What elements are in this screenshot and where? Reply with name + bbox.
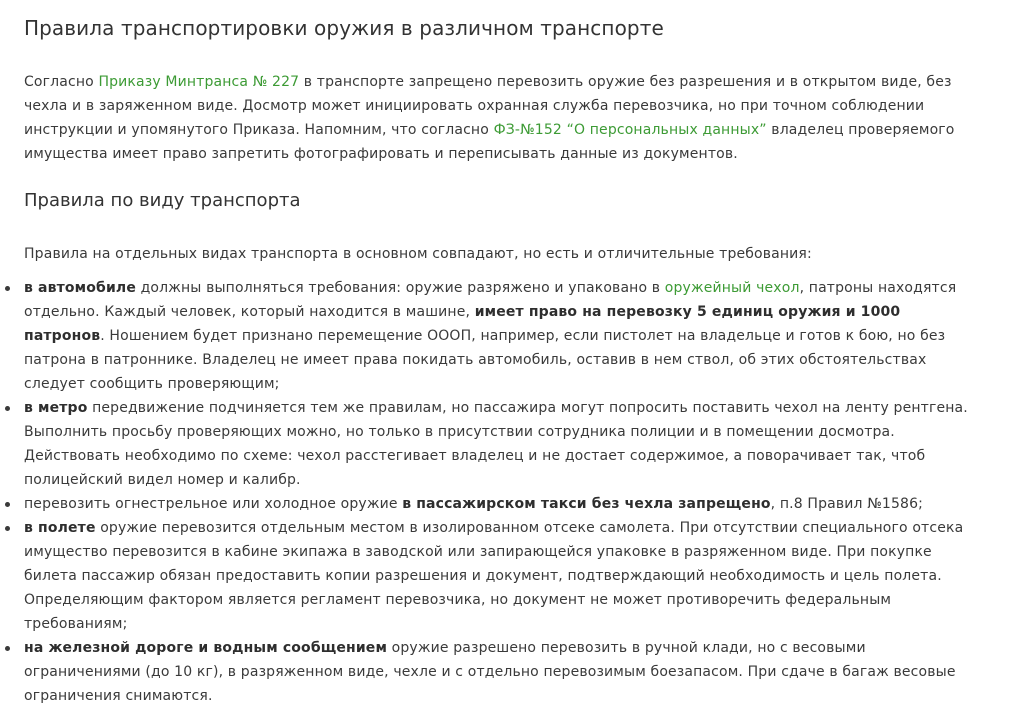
list-item-rail-water — [24, 636, 986, 708]
item-text: передвижение подчиняется тем же правилам, но пассажира могут попросить поставить чехол на ленту рентгена. Выполнить просьбу проверяющих можно, но только в присутствии сотрудника полиции и в помещении досмотра. Действовать необходимо по схеме: чехол расстегивает владелец и не достает содержимое, а поворачивает так, чтоб полицейский видел номер и калибр. — [24, 400, 968, 488]
bullet-icon — [5, 286, 10, 291]
item-bold: в автомобиле — [24, 280, 136, 296]
gun-case-link[interactable]: оружейный чехол — [664, 280, 800, 296]
bullet-icon — [5, 502, 10, 507]
item-bold: в метро — [24, 400, 88, 416]
item-text: перевозить огнестрельное или холодное оружие — [24, 496, 403, 512]
item-bold: имеет право на перевозку 5 единиц оружия и 1000 патронов — [24, 304, 901, 344]
item-text: оружие перевозится отдельным местом в изолированном отсеке самолета. При отсутствии специального отсека имущество перевозится в кабине экипажа в заводской или запирающейся упаковке в разряженном виде. При покупке билета пассажир обязан предоставить копии разрешения и документ, подтверждающий необходимость и цель полета. Определяющим фактором является регламент перевозчика, но документ не может противоречить федеральным требованиям; — [24, 520, 964, 632]
article-title: Правила транспортировки оружия в различном транспорте — [24, 16, 664, 40]
transport-rules-list — [24, 276, 986, 708]
item-text: . Ношением будет признано перемещение ОООП, например, если пистолет на владельце и готов к бою, но без патрона в патроннике. Владелец не имеет права покидать автомобиль, оставив в нем ствол, об этих обстоятельствах следует сообщить проверяющим; — [24, 328, 946, 392]
list-item-metro — [24, 396, 986, 492]
list-item-car — [24, 276, 986, 396]
section-title: Правила по виду транспорта — [24, 190, 301, 211]
item-text: , п.8 Правил №1586; — [770, 496, 924, 512]
bullet-icon — [5, 526, 10, 531]
intro-paragraph — [24, 70, 986, 166]
mintrans-order-link[interactable]: Приказу Минтранса № 227 — [98, 74, 300, 90]
item-text: оружие разрешено перевозить в ручной клади, но с весовыми ограничениями (до 10 кг), в разряженном виде, чехле и с отдельно перевозимым боезапасом. При сдаче в багаж весовые ограничения снимаются. — [24, 640, 956, 704]
item-bold: на железной дороге и водным сообщением — [24, 640, 388, 656]
bullet-icon — [5, 646, 10, 651]
item-bold: в пассажирском такси без чехла запрещено — [402, 496, 771, 512]
intro-text-3: владелец проверяемого имущества имеет право запретить фотографировать и переписывать данные из документов. — [24, 122, 955, 162]
item-bold: в полете — [24, 520, 96, 536]
lead-paragraph: Правила на отдельных видах транспорта в основном совпадают, но есть и отличительные требования: — [24, 246, 812, 262]
item-text: должны выполняться требования: оружие разряжено и упаковано в — [135, 280, 665, 296]
personal-data-law-link[interactable]: ФЗ-№152 “О персональных данных” — [493, 122, 767, 138]
item-text: , патроны находятся отдельно. Каждый человек, который находится в машине, — [24, 280, 957, 320]
list-item-flight — [24, 516, 986, 636]
list-item-taxi — [24, 492, 986, 516]
intro-text-2: в транспорте запрещено перевозить оружие без разрешения и в открытом виде, без чехла и в заряженном виде. Досмотр может инициировать охранная служба перевозчика, но при точном соблюдении инструкции и упомянутого Приказа. Напомним, что согласно — [24, 74, 952, 138]
bullet-icon — [5, 406, 10, 411]
intro-text-1: Согласно — [24, 74, 99, 90]
